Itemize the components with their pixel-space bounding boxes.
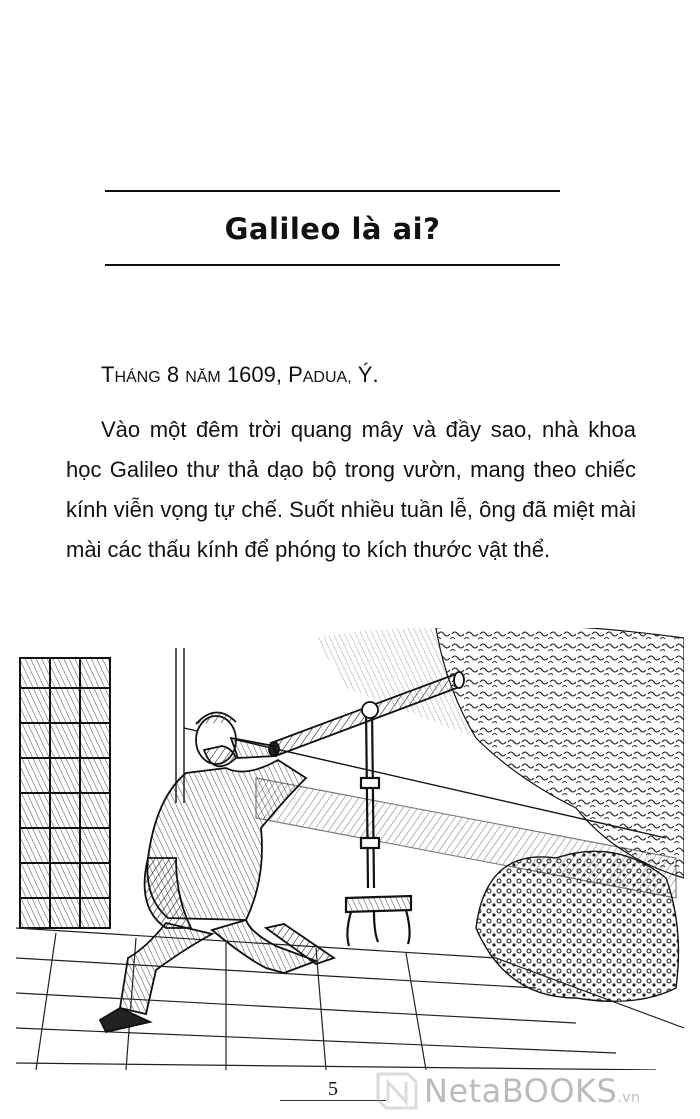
chapter-title: Galileo là ai?	[224, 212, 441, 246]
dateline-month-small: HÁNG	[114, 369, 161, 386]
page-number: 5	[328, 1078, 338, 1100]
window-lattice	[20, 658, 110, 928]
galileo-telescope-illustration	[16, 628, 684, 1070]
dateline-number: 8	[166, 362, 180, 387]
watermark-brand-name: NetaBOOKS	[424, 1072, 618, 1110]
dateline-city-small: ADUA,	[302, 369, 352, 386]
title-rule-top	[105, 190, 560, 192]
dateline-year: 1609,	[226, 362, 282, 387]
title-rule-bottom	[105, 264, 560, 266]
dateline-city-cap: P	[288, 362, 303, 387]
watermark-brand	[424, 1072, 640, 1110]
dateline	[101, 355, 671, 398]
dateline-month-cap: T	[101, 362, 115, 387]
body-paragraph: Vào một đêm trời quang mây và đầy sao, nhà khoa học Galileo thư thả dạo bộ trong vườn, mang theo chiếc kính viễn vọng tự chế. Suốt nhiều tuần lễ, ông đã miệt mài mài các thấu kính để phóng to kích thước vật thể.	[66, 417, 636, 562]
dateline-country: Ý.	[357, 362, 379, 387]
watermark-domain: .vn	[617, 1090, 641, 1106]
dateline-year-small: NĂM	[185, 369, 221, 386]
